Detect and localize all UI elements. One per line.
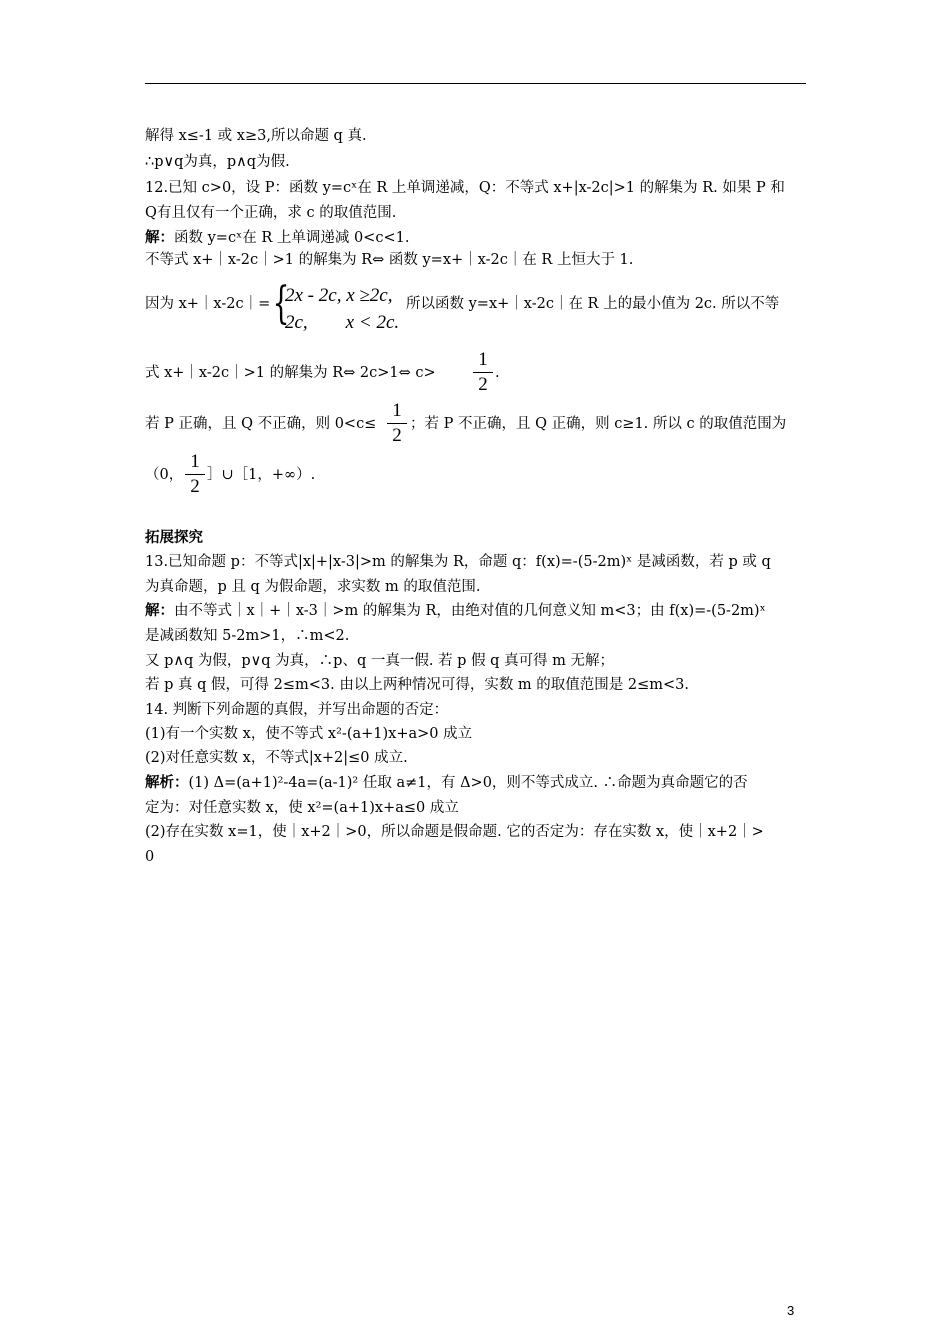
text-line: （0， xyxy=(145,467,184,483)
problem-14: 14. 判断下列命题的真假，并写出命题的否定： xyxy=(145,702,449,718)
piecewise-prefix: 因为 x+｜x-2c｜= xyxy=(145,296,271,312)
page-number: 3 xyxy=(787,1303,795,1318)
problem-13: 13.已知命题 p：不等式|x|+|x-3|>m 的解集为 R，命题 q：f(x)=-(5-2m)ˣ 是减函数，若 p 或 q xyxy=(145,554,771,570)
fraction-one-half: 1 2 xyxy=(185,452,205,497)
text-line: ；若 P 不正确，且 Q 正确，则 c≥1. 所以 c 的取值范围为 xyxy=(410,416,787,432)
solution-label: 解： xyxy=(145,602,174,619)
text-line: ］∪［1，+∞）. xyxy=(207,467,316,483)
text-line: 若 P 正确，且 Q 不正确，则 0<c≤ xyxy=(145,416,377,432)
text-line: (2)存在实数 x=1，使｜x+2｜>0，所以命题是假命题. 它的否定为：存在实数 x，使｜x+2｜> xyxy=(145,824,764,840)
text-line: Q有且仅有一个正确，求 c 的取值范围. xyxy=(145,205,397,221)
solution-label: 解： xyxy=(145,229,174,246)
section-heading: 拓展探究 xyxy=(145,529,203,546)
solution-line: 解：由不等式｜x｜+｜x-3｜>m 的解集为 R，由绝对值的几何意义知 m<3；由 f(x)=-(5-2m)ˣ xyxy=(145,602,766,619)
text-line: 解得 x≤-1 或 x≥3,所以命题 q 真. xyxy=(145,128,367,144)
text-line: (2)对任意实数 x，不等式|x+2|≤0 成立. xyxy=(145,750,408,766)
text-line: . xyxy=(495,365,500,381)
case-2: 2c, x < 2c. xyxy=(285,312,400,333)
solution-line: 解：函数 y=cˣ在 R 上单调递减 0<c<1. xyxy=(145,229,410,246)
text-line: 不等式 x+｜x-2c｜>1 的解集为 R⇔ 函数 y=x+｜x-2c｜在 R 上恒大于 1. xyxy=(145,252,634,268)
analysis-label: 解析： xyxy=(145,774,189,791)
fraction-one-half: 1 2 xyxy=(387,401,407,446)
text-line: 又 p∧q 为假，p∨q 为真，∴p、q 一真一假. 若 p 假 q 真可得 m 无解； xyxy=(145,653,615,669)
text-line: 定为：对任意实数 x，使 x²=(a+1)x+a≤0 成立 xyxy=(145,800,459,816)
problem-12: 12.已知 c>0，设 P：函数 y=cˣ在 R 上单调递减，Q：不等式 x+|x-2c|>1 的解集为 R. 如果 P 和 xyxy=(145,180,785,196)
text-line: (1)有一个实数 x，使不等式 x²-(a+1)x+a>0 成立 xyxy=(145,726,473,742)
left-brace-icon: { xyxy=(272,278,290,329)
analysis-line: 解析：(1) Δ=(a+1)²-4a=(a-1)² 任取 a≠1，有 Δ>0，则不等式成立. ∴命题为真命题它的否 xyxy=(145,774,748,791)
text-line: 0 xyxy=(145,849,155,865)
case-1: 2x - 2c, x ≥2c, xyxy=(285,285,393,306)
text-line: ∴p∨q为真，p∧q为假. xyxy=(145,154,290,170)
header-rule xyxy=(145,83,806,84)
text-line: 是减函数知 5-2m>1，∴m<2. xyxy=(145,628,350,644)
text-line: 若 p 真 q 假，可得 2≤m<3. 由以上两种情况可得，实数 m 的取值范围是 2≤m<3. xyxy=(145,677,690,693)
text-line: 为真命题，p 且 q 为假命题，求实数 m 的取值范围. xyxy=(145,579,481,595)
text-line: 式 x+｜x-2c｜>1 的解集为 R⇔ 2c>1⇔ c> xyxy=(145,365,436,381)
piecewise-suffix: 所以函数 y=x+｜x-2c｜在 R 上的最小值为 2c. 所以不等 xyxy=(406,296,780,312)
fraction-one-half: 1 2 xyxy=(473,350,493,395)
